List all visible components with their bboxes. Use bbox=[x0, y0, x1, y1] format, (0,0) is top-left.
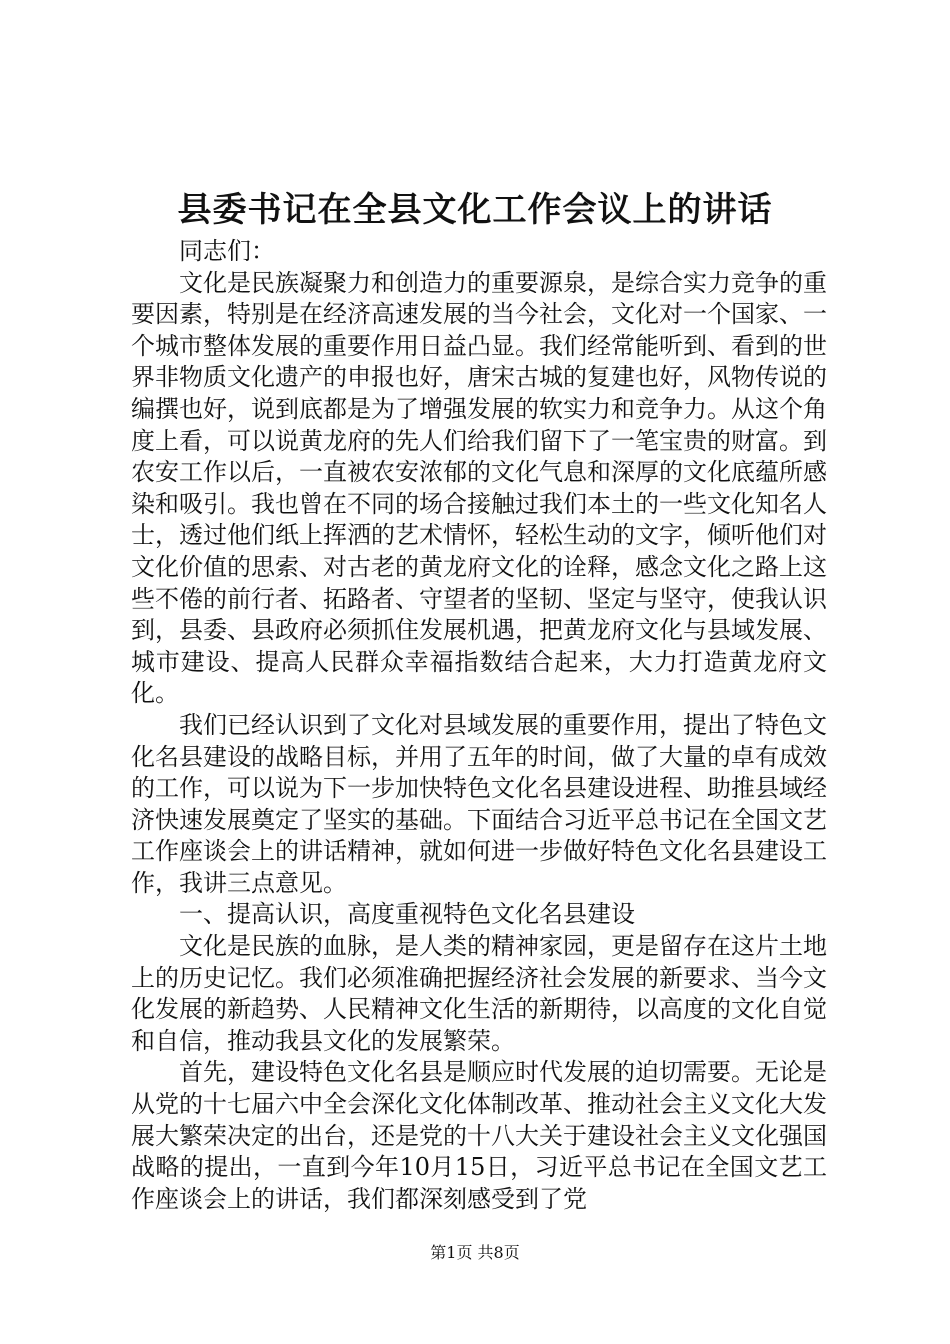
document-body bbox=[131, 236, 827, 1215]
document-title: 县委书记在全县文化工作会议上的讲话 bbox=[177, 190, 773, 230]
paragraph-3: 文化是民族的血脉，是人类的精神家园，更是留存在这片土地上的历史记忆。我们必须准确把握经济社会发展的新要求、当今文化发展的新趋势、人民精神文化生活的新期待，以高度的文化自觉和自信，推动我县文化的发展繁荣。 bbox=[131, 932, 827, 1055]
section-heading-1: 一、提高认识，高度重视特色文化名县建设 bbox=[179, 900, 635, 929]
salutation: 同志们： bbox=[179, 237, 275, 265]
page-number-footer: 第1页 共8页 bbox=[430, 1243, 520, 1262]
paragraph-2: 我们已经认识到了文化对县域发展的重要作用，提出了特色文化名县建设的战略目标，并用了五年的时间，做了大量的卓有成效的工作，可以说为下一步加快特色文化名县建设进程、助推县域经济快速发展奠定了坚实的基础。下面结合习近平总书记在全国文艺工作座谈会上的讲话精神，就如何进一步做好特色文化名县建设工作，我讲三点意见。 bbox=[131, 710, 827, 897]
paragraph-4: 首先，建设特色文化名县是顺应时代发展的迫切需要。无论是从党的十七届六中全会深化文化体制改革、推动社会主义文化大发展大繁荣决定的出台，还是党的十八大关于建设社会主义文化强国战略的提出，一直到今年10月15日，习近平总书记在全国文艺工作座谈会上的讲话，我们都深刻感受到了党 bbox=[131, 1058, 827, 1213]
paragraph-1: 文化是民族凝聚力和创造力的重要源泉，是综合实力竞争的重要因素，特别是在经济高速发展的当今社会，文化对一个国家、一个城市整体发展的重要作用日益凸显。我们经常能听到、看到的世界非物质文化遗产的申报也好，唐宋古城的复建也好，风物传说的编撰也好，说到底都是为了增强发展的软实力和竞争力。从这个角度上看，可以说黄龙府的先人们给我们留下了一笔宝贵的财富。到农安工作以后，一直被农安浓郁的文化气息和深厚的文化底蕴所感染和吸引。我也曾在不同的场合接触过我们本土的一些文化知名人士，透过他们纸上挥洒的艺术情怀，轻松生动的文字，倾听他们对文化价值的思索、对古老的黄龙府文化的诠释，感念文化之路上这些不倦的前行者、拓路者、守望者的坚韧、坚定与坚守，使我认识到，县委、县政府必须抓住发展机遇，把黄龙府文化与县域发展、城市建设、提高人民群众幸福指数结合起来，大力打造黄龙府文化。 bbox=[131, 268, 827, 708]
